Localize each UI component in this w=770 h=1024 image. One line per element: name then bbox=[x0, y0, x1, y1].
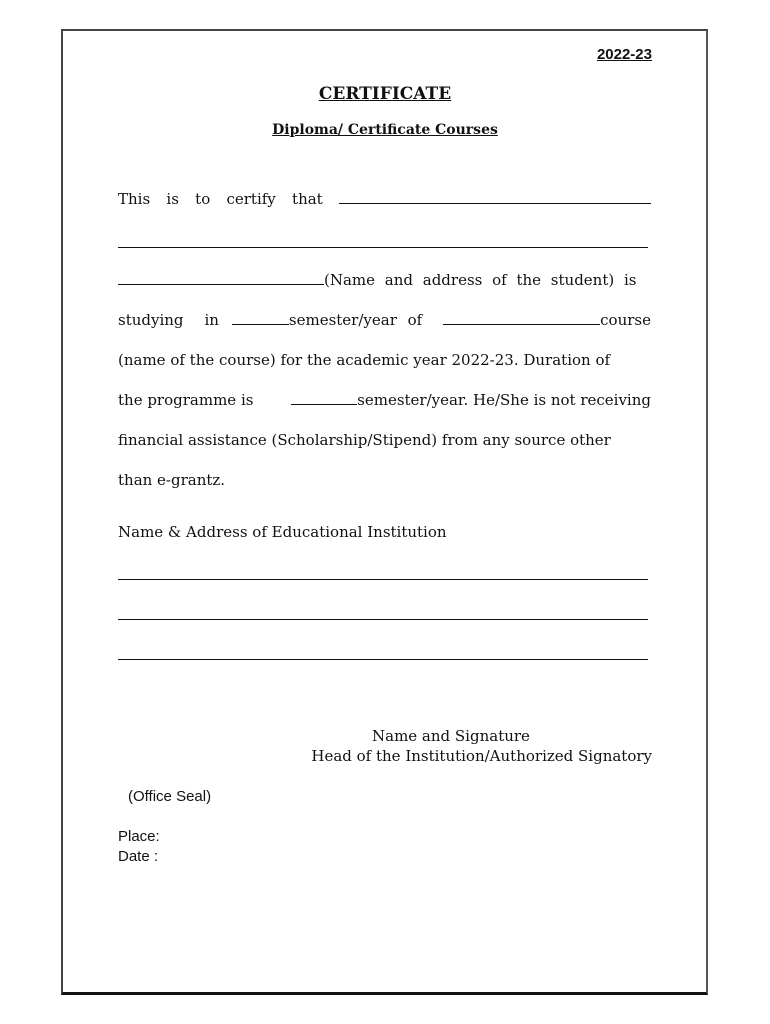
student-label-text: (Name and address of the student) is bbox=[324, 271, 637, 289]
receiving-text: semester/year. He/She is not receiving bbox=[357, 391, 651, 409]
date-label: Date : bbox=[118, 848, 159, 865]
institution-blank-1[interactable] bbox=[118, 579, 648, 580]
student-name-blank[interactable] bbox=[339, 202, 651, 204]
egrantz-line: than e-grantz. bbox=[118, 471, 226, 489]
course-word: course bbox=[600, 311, 651, 329]
studying-line bbox=[118, 311, 651, 329]
certify-word: to bbox=[195, 190, 211, 208]
signature-name-label: Name and Signature bbox=[372, 727, 530, 745]
certify-word: This bbox=[118, 190, 151, 208]
office-seal-label: (Office Seal) bbox=[128, 788, 212, 805]
place-label: Place: bbox=[118, 828, 160, 845]
institution-blank-2[interactable] bbox=[118, 619, 648, 620]
student-address-blank-2[interactable] bbox=[118, 283, 324, 285]
certify-word: certify bbox=[226, 190, 276, 208]
certificate-title: CERTIFICATE bbox=[318, 84, 452, 104]
student-details-line bbox=[118, 271, 651, 289]
certify-word: is bbox=[166, 190, 179, 208]
student-address-blank[interactable] bbox=[118, 247, 648, 248]
academic-year: 2022-23 bbox=[596, 46, 652, 63]
semester-blank[interactable] bbox=[232, 323, 289, 325]
programme-text: the programme is bbox=[118, 391, 254, 409]
duration-line bbox=[118, 391, 651, 409]
in-word: in bbox=[204, 311, 219, 329]
financial-assistance-line: financial assistance (Scholarship/Stipend) from any source other bbox=[118, 431, 611, 449]
course-blank[interactable] bbox=[443, 323, 600, 325]
certificate-page bbox=[61, 29, 708, 995]
signatory-title: Head of the Institution/Authorized Signatory bbox=[311, 747, 652, 765]
duration-blank[interactable] bbox=[291, 403, 357, 405]
studying-word: studying bbox=[118, 311, 184, 329]
institution-label: Name & Address of Educational Institution bbox=[118, 523, 447, 541]
certify-line bbox=[118, 190, 651, 208]
certify-word: that bbox=[292, 190, 323, 208]
semester-year-of-text: semester/year of bbox=[288, 311, 423, 329]
course-name-line: (name of the course) for the academic year 2022-23. Duration of bbox=[118, 351, 611, 369]
institution-blank-3[interactable] bbox=[118, 659, 648, 660]
certificate-subtitle: Diploma/ Certificate Courses bbox=[272, 122, 498, 138]
